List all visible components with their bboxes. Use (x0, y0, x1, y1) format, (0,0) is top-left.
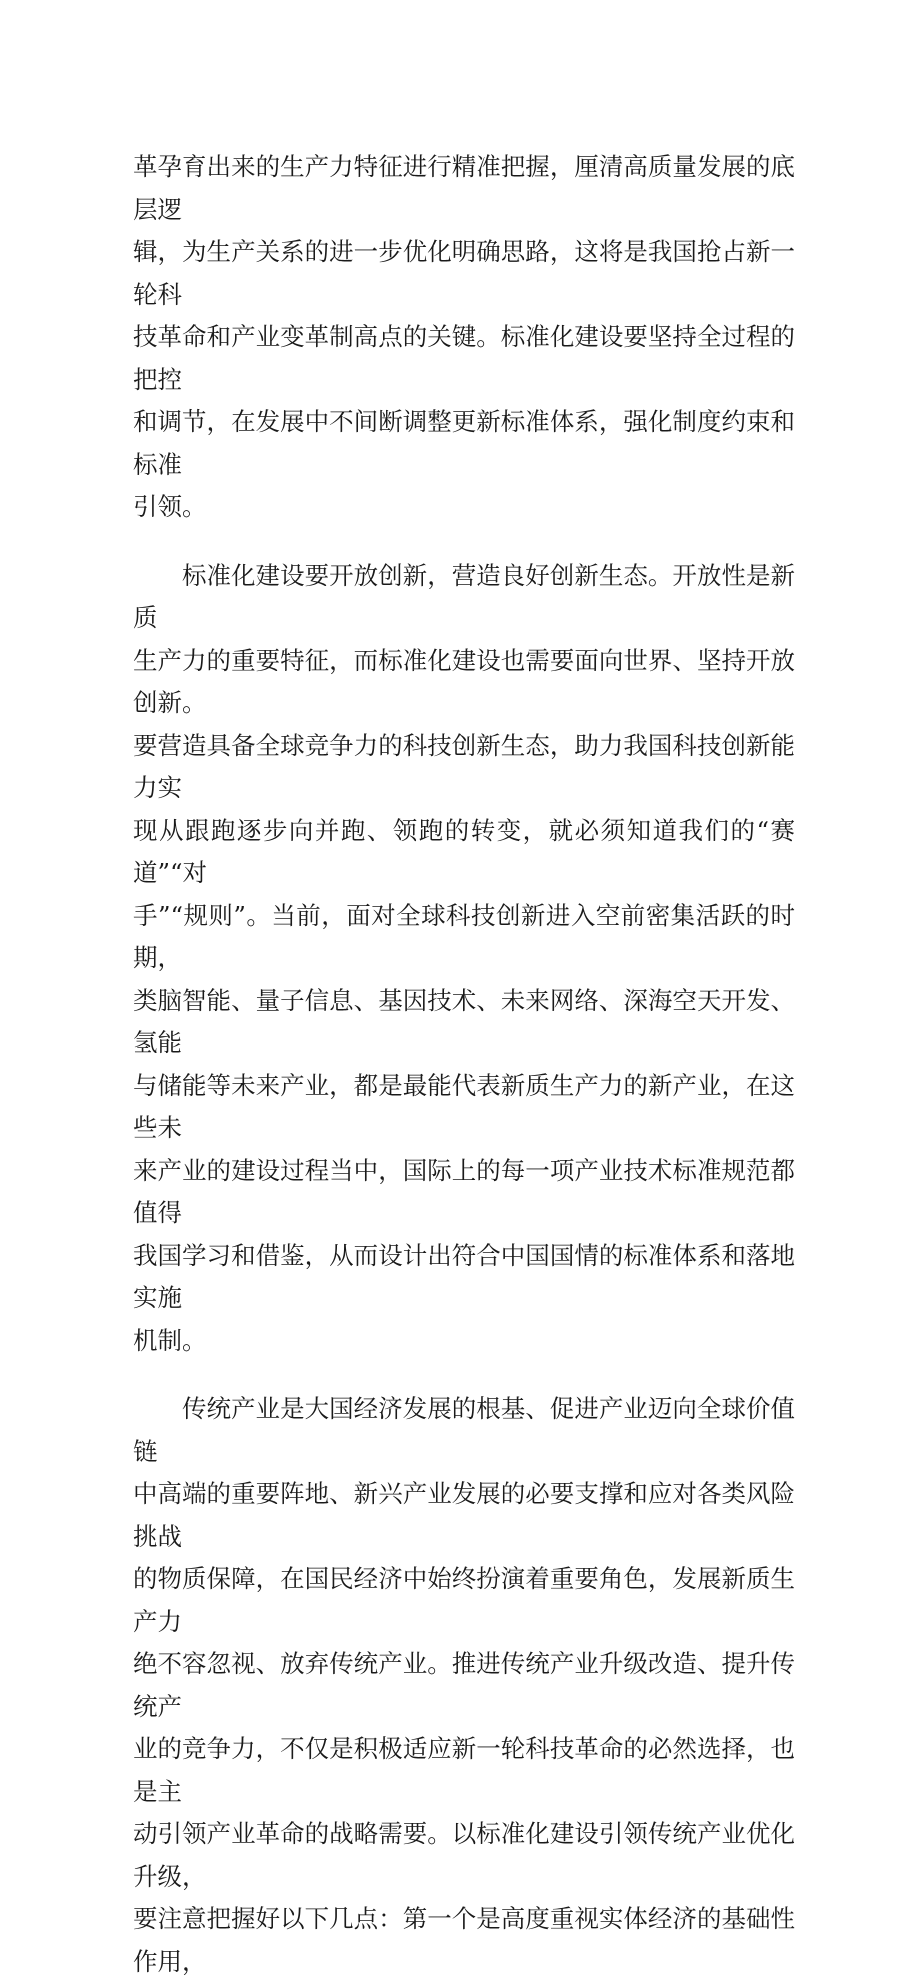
text-line: 和调节，在发展中不间断调整更新标准体系，强化制度约束和标准 (133, 407, 795, 479)
document-body (133, 146, 795, 1983)
text-line: 与储能等未来产业，都是最能代表新质生产力的新产业，在这些未 (133, 1070, 795, 1142)
text-line: 现从跟跑逐步向并跑、领跑的转变，就必须知道我们的“赛道”“对 (133, 815, 795, 887)
text-line: 动引领产业革命的战略需要。以标准化建设引领传统产业优化升级， (133, 1819, 795, 1891)
text-line: 要注意把握好以下几点：第一个是高度重视实体经济的基础性作用， (133, 1904, 795, 1976)
text-line: 类脑智能、量子信息、基因技术、未来网络、深海空天开发、氢能 (133, 985, 795, 1057)
text-line: 要营造具备全球竞争力的科技创新生态，助力我国科技创新能力实 (133, 730, 795, 802)
text-line: 机制。 (133, 1325, 207, 1355)
text-line: 技革命和产业变革制高点的关键。标准化建设要坚持全过程的把控 (133, 322, 795, 394)
text-line: 传统产业是大国经济发展的根基、促进产业迈向全球价值链 (133, 1394, 795, 1466)
text-line: 我国学习和借鉴，从而设计出符合中国国情的标准体系和落地实施 (133, 1240, 795, 1312)
paragraph-3 (133, 1388, 795, 1983)
text-line: 引领。 (133, 492, 207, 521)
text-line: 革孕育出来的生产力特征进行精准把握，厘清高质量发展的底层逻 (133, 152, 795, 224)
text-line: 生产力的重要特征，而标准化建设也需要面向世界、坚持开放创新。 (133, 645, 795, 717)
text-line: 辑，为生产关系的进一步优化明确思路，这将是我国抢占新一轮科 (133, 237, 795, 309)
text-line: 业的竞争力，不仅是积极适应新一轮科技革命的必然选择，也是主 (133, 1734, 795, 1806)
text-line: 绝不容忽视、放弃传统产业。推进传统产业升级改造、提升传统产 (133, 1649, 795, 1721)
paragraph-1 (133, 146, 795, 529)
text-line: 标准化建设要开放创新，营造良好创新生态。开放性是新质 (133, 560, 795, 632)
paragraph-2 (133, 555, 795, 1363)
text-line: 来产业的建设过程当中，国际上的每一项产业技术标准规范都值得 (133, 1155, 795, 1227)
text-line: 的物质保障，在国民经济中始终扮演着重要角色，发展新质生产力 (133, 1564, 795, 1636)
text-line: 中高端的重要阵地、新兴产业发展的必要支撑和应对各类风险挑战 (133, 1479, 795, 1551)
text-line: 手”“规则”。当前，面对全球科技创新进入空前密集活跃的时期， (133, 900, 795, 972)
